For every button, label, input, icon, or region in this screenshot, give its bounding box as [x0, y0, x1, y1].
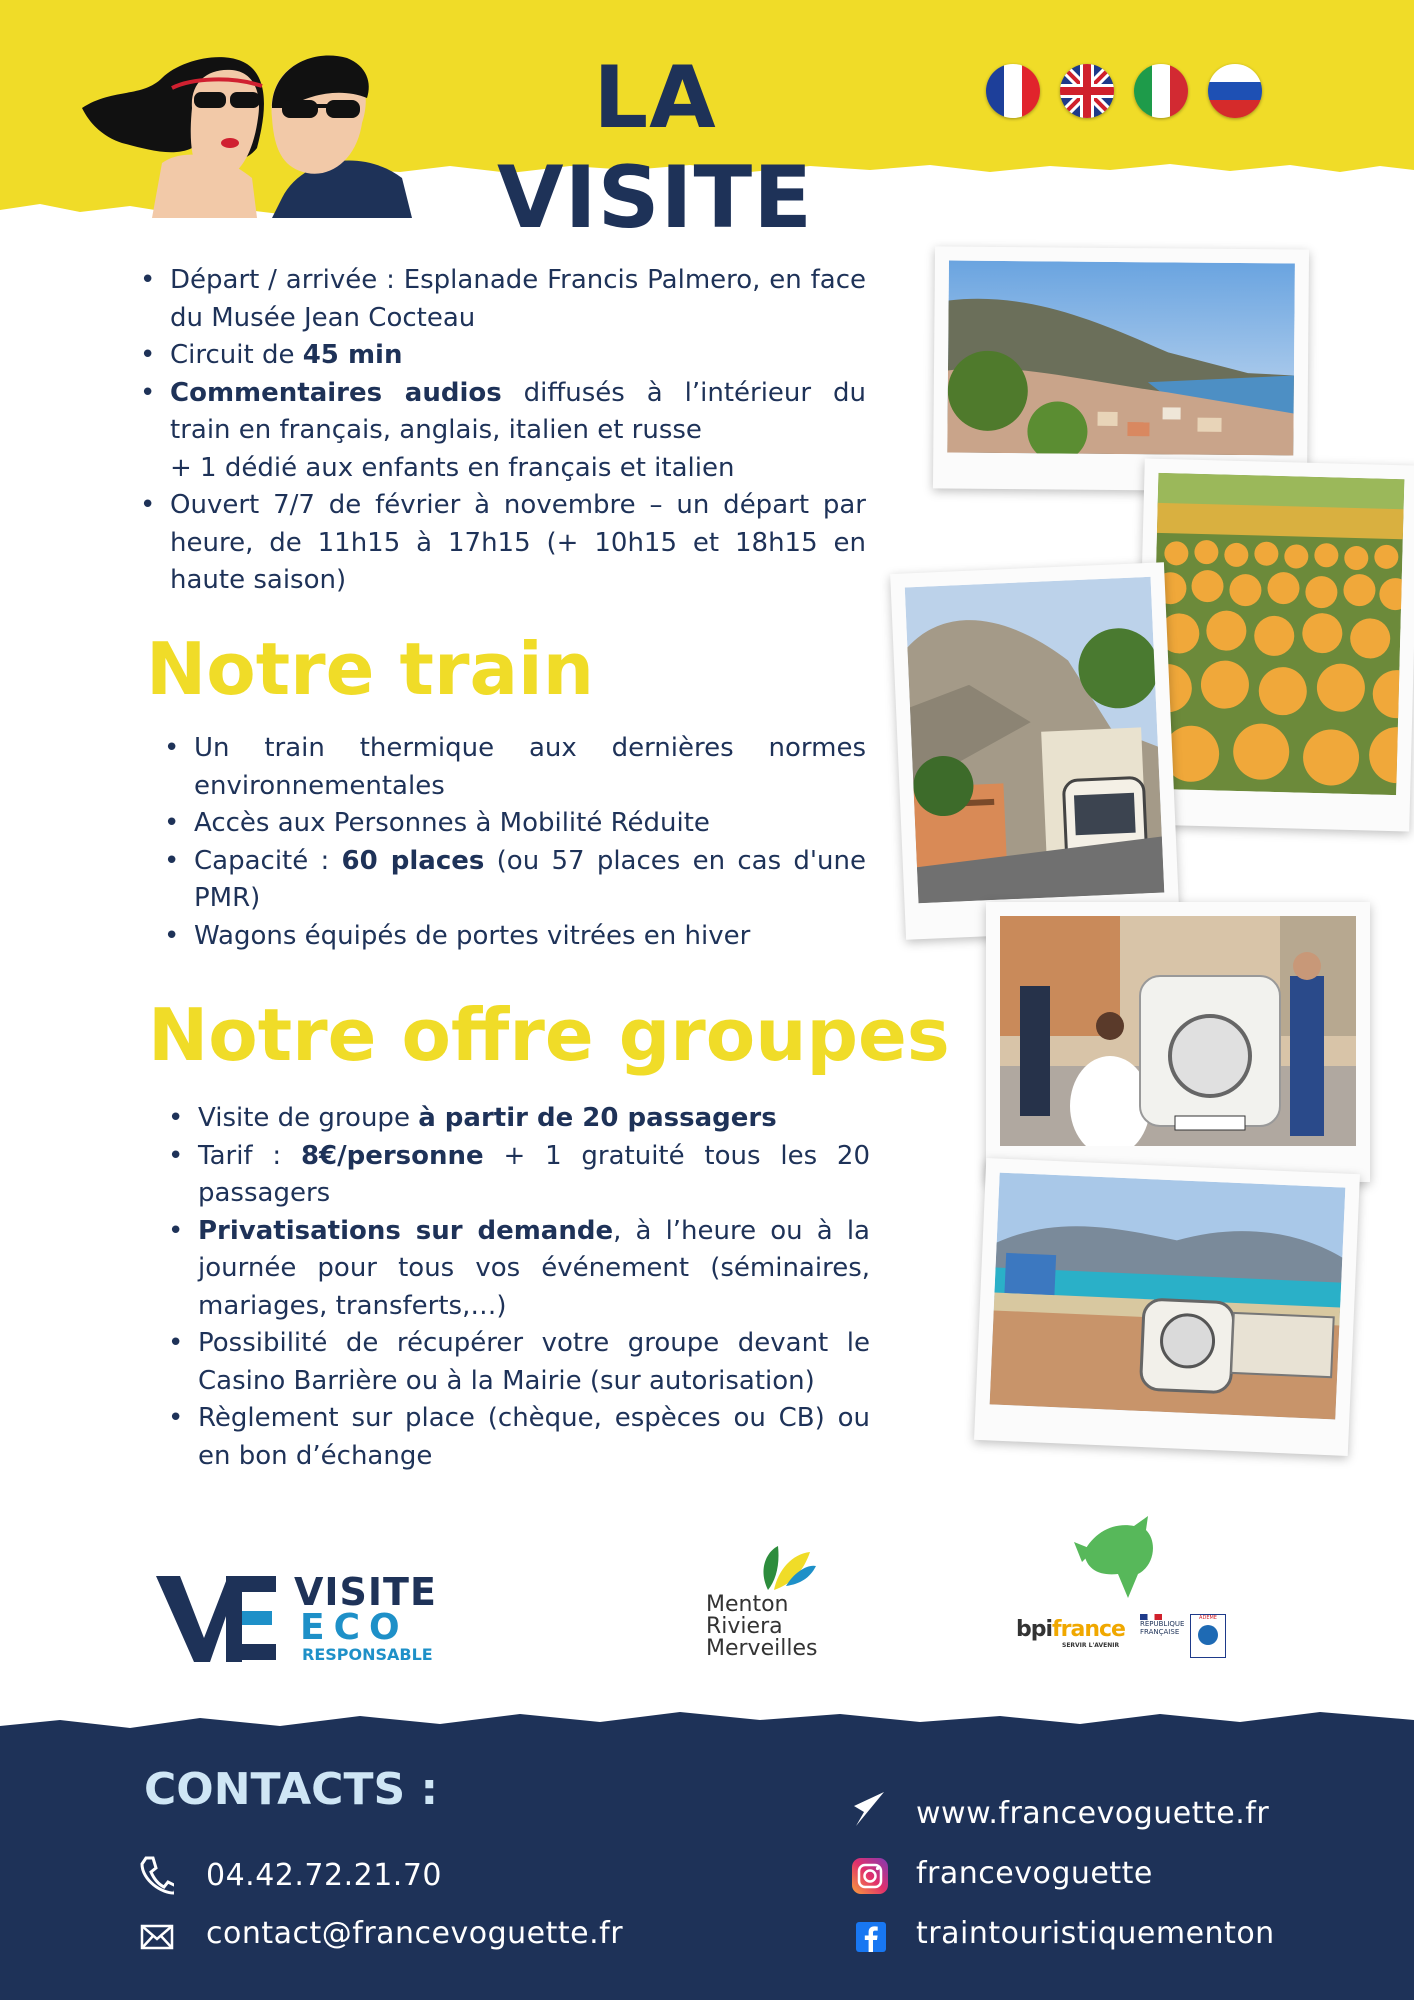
mail-icon [140, 1924, 174, 1950]
logo-text: SERVIR L'AVENIR [1062, 1642, 1120, 1649]
train-info-list [162, 730, 866, 955]
ademe-logo: ADEME [1190, 1614, 1226, 1658]
visit-info-list [138, 262, 866, 600]
navigation-arrow-icon [852, 1790, 886, 1828]
header-banner [0, 0, 1414, 248]
list-item: • Départ / arrivée : Esplanade Francis Palmero, en face du Musée Jean Cocteau [138, 262, 866, 337]
village-train-photo [890, 562, 1180, 940]
lemons-photo [1135, 458, 1414, 831]
instagram-icon [852, 1858, 888, 1894]
italy-flag-icon[interactable] [1134, 64, 1188, 118]
section-title-groups: Notre offre groupes [148, 993, 950, 1077]
instagram-link[interactable]: francevoguette [916, 1856, 1153, 1891]
logo-text: RESPONSABLE [302, 1645, 433, 1664]
groups-info-list [166, 1100, 870, 1475]
uk-flag-icon[interactable] [1060, 64, 1114, 118]
list-item: • Privatisations sur demande, à l’heure ou à la journée pour tous vos événement (séminaires, mariages, transferts,…) [166, 1213, 870, 1326]
logo-text: ECO [300, 1607, 409, 1648]
france-flag-icon[interactable] [986, 64, 1040, 118]
contacts-footer [0, 1700, 1414, 2000]
website-link[interactable]: www.francevoguette.fr [916, 1796, 1270, 1831]
phone-link[interactable]: 04.42.72.21.70 [206, 1858, 443, 1893]
russia-flag-icon[interactable] [1208, 64, 1262, 118]
list-item: • Wagons équipés de portes vitrées en hiver [162, 918, 866, 956]
list-item: • Commentaires audios diffusés à l’intérieur du train en français, anglais, italien et russe + 1 dédié aux enfants en français et italien [138, 375, 866, 488]
facebook-link[interactable]: traintouristiquementon [916, 1916, 1275, 1951]
list-item: • Un train thermique aux dernières normes environnementales [162, 730, 866, 805]
logo-text: Merveilles [706, 1636, 818, 1661]
list-item: • Accès aux Personnes à Mobilité Réduite [162, 805, 866, 843]
phone-icon [138, 1856, 174, 1896]
list-item: • Circuit de 45 min [138, 337, 866, 375]
logo-text: VISITE [294, 1570, 437, 1614]
email-link[interactable]: contact@francevoguette.fr [206, 1916, 624, 1951]
list-item: • Possibilité de récupérer votre groupe devant le Casino Barrière ou à la Mairie (sur autorisation) [166, 1325, 870, 1400]
list-item: • Ouvert 7/7 de février à novembre – un départ par heure, de 11h15 à 17h15 (+ 10h15 et 18h15 en haute saison) [138, 487, 866, 600]
list-item: • Tarif : 8€/personne + 1 gratuité tous les 20 passagers [166, 1138, 870, 1213]
visite-eco-responsable-logo [156, 1572, 446, 1668]
list-item: • Visite de groupe à partir de 20 passagers [166, 1100, 870, 1138]
contacts-title: CONTACTS : [144, 1764, 439, 1815]
section-title-train: Notre train [146, 627, 594, 711]
list-item: • Capacité : 60 places (ou 57 places en cas d'une PMR) [162, 843, 866, 918]
republique-francaise-logo: RÉPUBLIQUE FRANÇAISE [1140, 1614, 1184, 1636]
tourists-illustration [82, 48, 412, 218]
logo-text: Riviera [706, 1614, 783, 1639]
menton-riviera-merveilles-logo [700, 1540, 830, 1670]
page-title: LA VISITE [497, 48, 813, 248]
seafront-train-photo [974, 1158, 1360, 1456]
rooster-icon [1074, 1512, 1158, 1602]
bpi-brand: bpifrance [1016, 1617, 1125, 1642]
facebook-icon [856, 1922, 886, 1952]
logo-text: Menton [706, 1592, 789, 1617]
coastline-photo [933, 246, 1309, 491]
list-item: • Règlement sur place (chèque, espèces ou CB) ou en bon d’échange [166, 1400, 870, 1475]
bpifrance-logo [1016, 1512, 1236, 1672]
wedding-train-photo [986, 902, 1370, 1182]
